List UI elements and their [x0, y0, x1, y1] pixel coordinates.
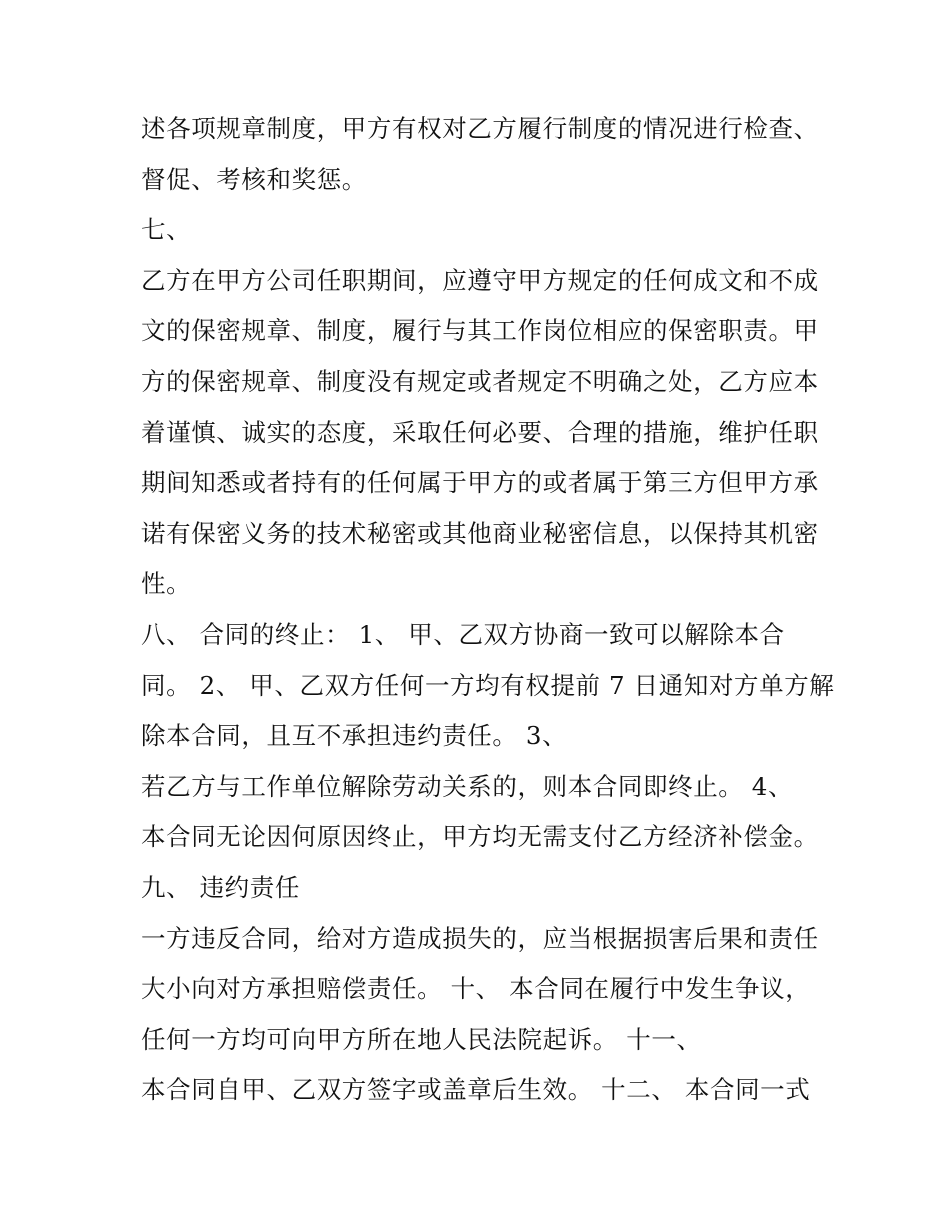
text-line-10: 性。: [141, 569, 192, 599]
text-line-14: 若乙方与工作单位解除劳动关系的，则本合同即终止。 4、: [141, 771, 794, 801]
text-line-1: 述各项规章制度，甲方有权对乙方履行制度的情况进行检查、: [141, 114, 819, 143]
text-line-7: 着谨慎、诚实的态度，采取任何必要、合理的措施，维护任职: [141, 417, 819, 447]
contract-text-block: [141, 104, 841, 1116]
text-line-5: 文的保密规章、制度，履行与其工作岗位相应的保密职责。甲: [141, 316, 819, 346]
text-line-18: 大小向对方承担赔偿责任。 十、 本合同在履行中发生争议，: [141, 974, 811, 1004]
text-line-12: 同。 2、 甲、乙双方任何一方均有权提前 7 日通知对方单方解: [141, 670, 835, 700]
section-heading-eight: 八、 合同的终止： 1、 甲、乙双方协商一致可以解除本合: [141, 619, 785, 649]
text-line-17: 一方违反合同，给对方造成损失的，应当根据损害后果和责任: [141, 923, 819, 953]
text-line-20: 本合同自甲、乙双方签字或盖章后生效。 十二、 本合同一式: [141, 1075, 811, 1105]
text-line-19: 任何一方均可向甲方所在地人民法院起诉。 十一、: [141, 1024, 702, 1054]
section-heading-seven: 七、: [141, 215, 192, 245]
text-line-13: 除本合同，且互不承担违约责任。 3、: [141, 721, 568, 751]
text-line-2: 督促、考核和奖惩。: [141, 164, 367, 194]
text-line-9: 诺有保密义务的技术秘密或其他商业秘密信息，以保持其机密: [141, 518, 819, 548]
text-line-4: 乙方在甲方公司任职期间，应遵守甲方规定的任何成文和不成: [141, 265, 819, 295]
text-line-8: 期间知悉或者持有的任何属于甲方的或者属于第三方但甲方承: [141, 468, 819, 498]
section-heading-nine: 九、 违约责任: [141, 872, 300, 902]
text-line-6: 方的保密规章、制度没有规定或者规定不明确之处，乙方应本: [141, 366, 819, 396]
text-line-15: 本合同无论因何原因终止，甲方均无需支付乙方经济补偿金。: [141, 822, 819, 852]
